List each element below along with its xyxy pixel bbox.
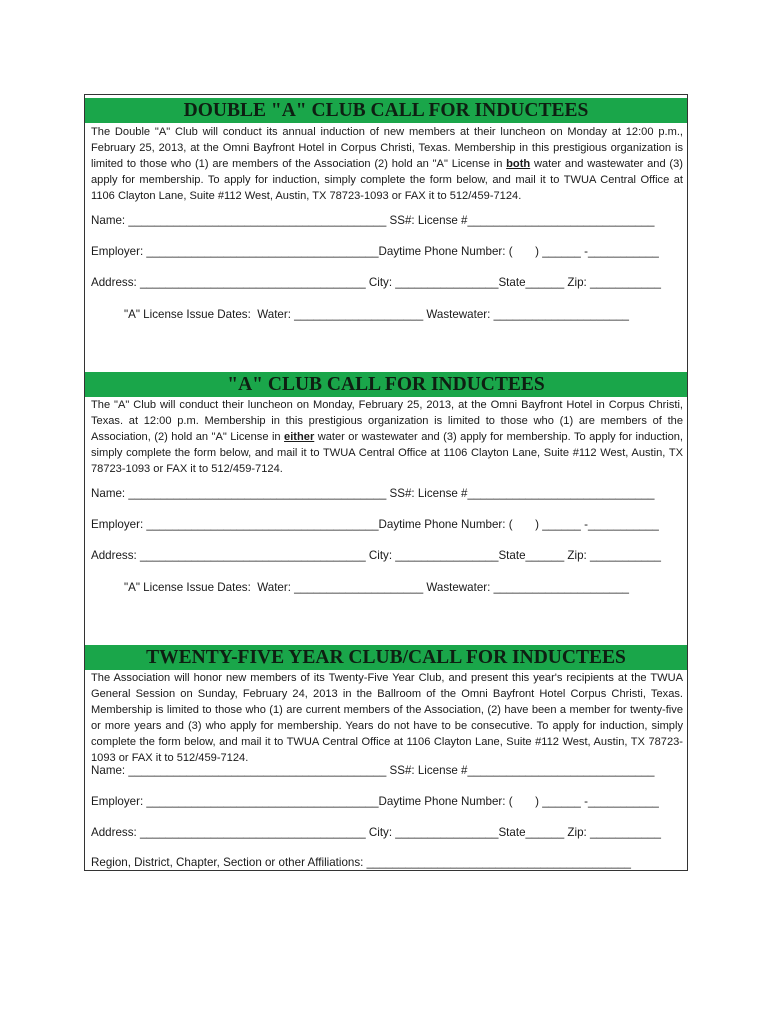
a-club-header: "A" CLUB CALL FOR INDUCTEES [85, 372, 687, 397]
double-a-club-description [91, 124, 683, 204]
twenty-five-name-ssn-field[interactable]: Name: ________________________________________ SS#: License #_____________________________ [91, 764, 655, 777]
description-emphasis: either [284, 431, 315, 443]
double-a-address-field[interactable]: Address: ___________________________________ City: ________________State______ Zip: ___________ [91, 276, 661, 289]
a-club-license-dates-field[interactable]: "A" License Issue Dates: Water: ____________________ Wastewater: _____________________ [124, 581, 629, 594]
description-text: The "A" Club will conduct their luncheon on Monday, February 25, 2013, at the Omni Bayfront Hotel in Corpus Christi, Texas. at 12:00 p.m. Membership in this prestigious organization is limited to those who (1) are members of the Association, (2) hold an "A" License in [91, 399, 683, 443]
double-a-employer-phone-field[interactable]: Employer: ____________________________________Daytime Phone Number: ( ) ______ -___________ [91, 245, 659, 258]
double-a-club-header: DOUBLE "A" CLUB CALL FOR INDUCTEES [85, 98, 687, 123]
description-emphasis: both [506, 158, 531, 170]
twenty-five-year-club-description: The Association will honor new members of its Twenty-Five Year Club, and present this year's recipients at the TWUA General Session on Sunday, February 24, 2013 in the Ballroom of the Omni Bayfront Hotel Corpus Christi, Texas. Membership is limited to those who (1) are current members of the Association, (2) have been a member for twenty-five or more years and (3) who apply for membership. Years do not have to be consecutive. To apply for induction, simply complete the form below, and mail it to TWUA Central Office at 1106 Clayton Lane, Suite #112 West, Austin, TX 78723-1093 or FAX it to 512/459-7124. [91, 672, 683, 764]
a-club-name-ssn-field[interactable]: Name: ________________________________________ SS#: License #_____________________________ [91, 487, 655, 500]
a-club-address-field[interactable]: Address: ___________________________________ City: ________________State______ Zip: ___________ [91, 549, 661, 562]
description-text: water and wastewater and (3) apply for membership. To apply for induction, simply complete the form below, and mail it to TWUA Central Office at 1106 Clayton Lane, Suite #112 West, Austin, TX 78723-1093 or FAX it to 512/459-7124. [91, 158, 683, 202]
twenty-five-address-field[interactable]: Address: ___________________________________ City: ________________State______ Zip: ___________ [91, 826, 661, 839]
double-a-name-ssn-field[interactable]: Name: ________________________________________ SS#: License #_____________________________ [91, 214, 655, 227]
description-text: The Double "A" Club will conduct its annual induction of new members at their luncheon on Monday at 12:00 p.m., February 25, 2013, at the Omni Bayfront Hotel in Corpus Christi, Texas. Membership in this prestigious organization is limited to those who (1) are members of the Association (2) hold an "A" License in [91, 126, 683, 170]
description-text: water or wastewater and (3) apply for membership. To apply for induction, simply complete the form below, and mail it to TWUA Central Office at 1106 Clayton Lane, Suite #112 West, Austin, TX 78723-1093 or FAX it to 512/459-7124. [91, 431, 683, 475]
a-club-description [91, 397, 683, 477]
twenty-five-year-club-header: TWENTY-FIVE YEAR CLUB/CALL FOR INDUCTEES [85, 645, 687, 670]
double-a-license-dates-field[interactable]: "A" License Issue Dates: Water: ____________________ Wastewater: _____________________ [124, 308, 629, 321]
twenty-five-affiliations-field[interactable]: Region, District, Chapter, Section or other Affiliations: _________________________________________ [91, 856, 631, 869]
a-club-employer-phone-field[interactable]: Employer: ____________________________________Daytime Phone Number: ( ) ______ -___________ [91, 518, 659, 531]
inductee-form [84, 94, 688, 871]
twenty-five-employer-phone-field[interactable]: Employer: ____________________________________Daytime Phone Number: ( ) ______ -___________ [91, 795, 659, 808]
